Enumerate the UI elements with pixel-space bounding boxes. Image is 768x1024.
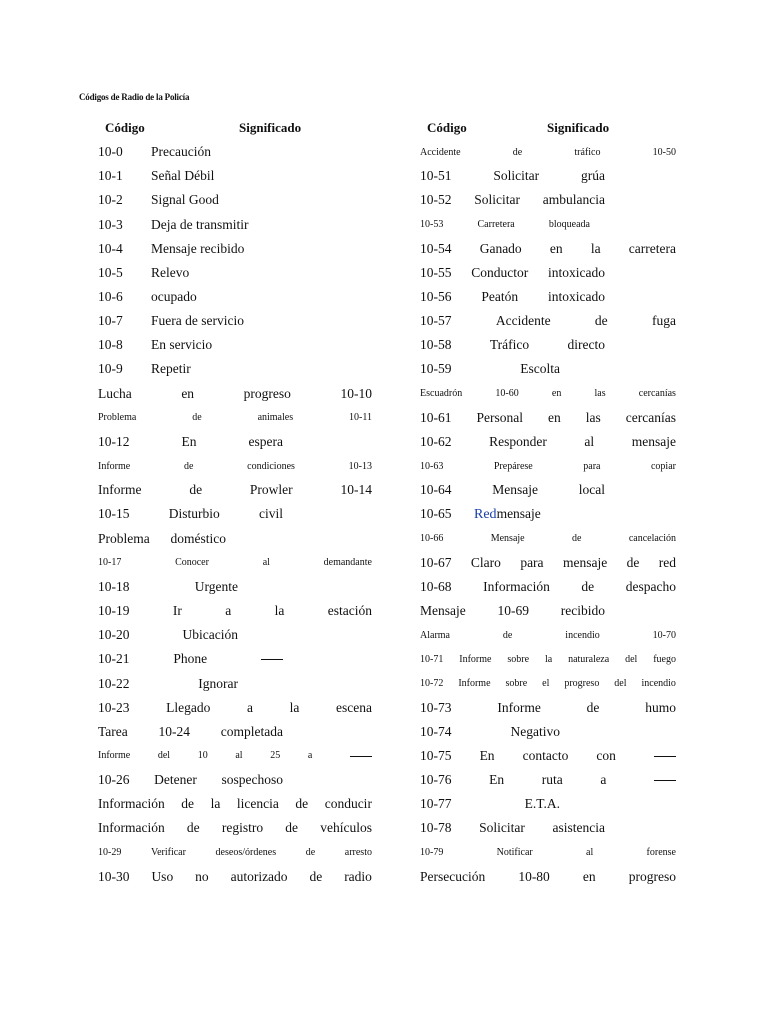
row-word: de: [305, 847, 316, 859]
row-word: 10-67: [420, 554, 452, 570]
row-word: Solicitar: [474, 192, 520, 208]
justified-code-row: [98, 671, 238, 695]
row-word: 10-52: [420, 192, 452, 208]
row-word: Informe: [459, 653, 492, 665]
row-word: 10-78: [420, 820, 452, 836]
row-word: 25: [270, 750, 281, 762]
row-word: 10-57: [420, 313, 452, 329]
justified-code-row: [98, 599, 372, 623]
row-word: de: [181, 796, 195, 812]
row-word: Responder: [489, 433, 547, 449]
row-word: 10-15: [98, 506, 130, 522]
row-word: a: [307, 750, 313, 762]
row-word: escena: [335, 699, 372, 715]
row-word: la: [544, 653, 553, 665]
code-row: [98, 357, 372, 381]
row-word: 10-21: [98, 651, 130, 667]
header-code-left: Código: [105, 120, 145, 135]
row-word: demandante: [323, 557, 372, 569]
row-word: animales: [257, 412, 294, 424]
row-word: Mensaje: [490, 533, 525, 545]
row-word: de: [581, 578, 595, 594]
row-word: ruta: [541, 772, 563, 788]
row-word: Prepárese: [493, 460, 533, 472]
row-word: del: [614, 678, 627, 690]
row-word: Solicitar: [479, 820, 525, 836]
row-word: con: [596, 747, 616, 763]
row-word: registro: [221, 820, 264, 836]
header-meaning-left: Significado: [239, 120, 302, 135]
row-word: 10-50: [652, 146, 676, 158]
row-word: Ir: [172, 603, 182, 619]
row-word: de: [192, 412, 202, 424]
row-word: 10-68: [420, 578, 452, 594]
justified-code-row: [420, 430, 676, 454]
code-meaning: Señal Débil: [151, 168, 215, 184]
row-word: para: [520, 554, 544, 570]
row-word: progreso: [243, 385, 291, 401]
row-word: al: [262, 557, 270, 569]
row-word: 10-20: [98, 627, 130, 643]
row-word: sobre: [507, 653, 530, 665]
row-word: 10-13: [348, 460, 372, 472]
code-meaning: Precaución: [151, 144, 211, 160]
row-word: 10-74: [420, 723, 452, 739]
code-meaning: Signal Good: [151, 192, 219, 208]
justified-code-row: [98, 551, 372, 575]
justified-code-row: [420, 792, 560, 816]
code-meaning: Fuera de servicio: [151, 313, 244, 329]
row-word: del: [157, 750, 171, 762]
row-word: bloqueada: [548, 219, 590, 231]
justified-code-row: [420, 333, 605, 357]
row-word: la: [210, 796, 221, 812]
code-row: [98, 164, 372, 188]
radio-code: 10-9: [98, 361, 123, 377]
justified-code-row: [98, 527, 226, 551]
row-word: las: [594, 388, 606, 400]
justified-code-row: [420, 261, 605, 285]
row-word: sospechoso: [221, 772, 283, 788]
row-word: forense: [646, 847, 676, 859]
radio-code: 10-0: [98, 144, 123, 160]
row-word: 10-66: [420, 533, 444, 545]
row-word: 10-10: [340, 385, 372, 401]
justified-code-row: [98, 744, 372, 768]
row-word: Carretera: [477, 219, 515, 231]
row-word: 10-29: [98, 847, 122, 859]
row-word: Problema: [98, 530, 150, 546]
row-word: 10-79: [420, 847, 444, 859]
row-word: en: [582, 868, 596, 884]
justified-code-row: [420, 164, 605, 188]
row-word: Accidente: [495, 313, 551, 329]
justified-code-row: [420, 696, 676, 720]
justified-code-row: [420, 768, 676, 792]
row-word: 10-30: [98, 868, 130, 884]
justified-code-row: [420, 478, 605, 502]
code-meaning: [474, 506, 541, 523]
justified-code-row: [420, 237, 676, 261]
row-word: Peatón: [481, 289, 519, 305]
radio-code: 10-4: [98, 240, 123, 256]
row-word: Información: [98, 796, 165, 812]
blank-line: [350, 755, 372, 757]
row-word: en: [548, 409, 561, 425]
row-word: Uso: [151, 868, 174, 884]
justified-code-row: [420, 357, 560, 381]
row-word: Notificar: [496, 847, 533, 859]
justified-code-row: [98, 430, 283, 454]
row-word: Urgente: [194, 578, 238, 594]
row-word: de: [512, 146, 523, 158]
row-word: 10-24: [158, 723, 191, 739]
row-word: Mensaje: [492, 482, 538, 498]
row-word: Mensaje: [420, 603, 466, 619]
header-code-right: Código: [427, 120, 467, 135]
row-word: de: [295, 796, 309, 812]
row-word: del: [625, 653, 638, 665]
row-word: mensaje: [562, 554, 608, 570]
justified-code-row: [98, 768, 283, 792]
row-word: para: [583, 460, 601, 472]
row-word: 10-23: [98, 699, 130, 715]
row-word: no: [195, 868, 209, 884]
row-word: 10-53: [420, 219, 444, 231]
row-word: 10-61: [420, 409, 452, 425]
row-word: fuga: [652, 313, 676, 329]
justified-code-row: [420, 309, 676, 333]
justified-code-row: [420, 623, 676, 647]
justified-code-row: [98, 841, 372, 865]
row-word: al: [584, 433, 595, 449]
justified-code-row: [420, 671, 676, 695]
blank-line: [261, 658, 283, 660]
row-word: En: [479, 747, 495, 763]
row-word: las: [585, 409, 601, 425]
code-row: [98, 285, 372, 309]
row-word: Detener: [154, 772, 197, 788]
justified-code-row: [98, 454, 372, 478]
justified-code-row: [98, 865, 372, 889]
row-word: Ignorar: [198, 675, 238, 691]
row-word: 10-63: [420, 460, 444, 472]
row-word: Escuadrón: [420, 388, 463, 400]
code-meaning: Deja de transmitir: [151, 216, 249, 232]
row-word: de: [285, 820, 299, 836]
row-word: 10-11: [349, 412, 372, 424]
justified-code-row: [420, 599, 605, 623]
row-word: Tráfico: [489, 337, 530, 353]
row-word: 10-64: [420, 482, 452, 498]
row-word: cercanías: [625, 409, 676, 425]
justified-code-row: [420, 841, 676, 865]
row-word: 10-22: [98, 675, 130, 691]
row-word: de: [571, 533, 582, 545]
code-row: [98, 188, 372, 212]
row-word: 10-70: [652, 629, 676, 641]
row-word: grúa: [581, 168, 605, 184]
justified-code-row: [420, 865, 676, 889]
row-word: ambulancia: [542, 192, 605, 208]
row-word: Información: [483, 578, 550, 594]
row-word: Informe: [98, 750, 131, 762]
row-word: conducir: [324, 796, 372, 812]
row-word: Ganado: [479, 240, 522, 256]
code-row: [420, 502, 676, 526]
row-word: doméstico: [170, 530, 226, 546]
row-word: cercanías: [638, 388, 676, 400]
row-word: Informe: [98, 460, 131, 472]
row-word: 10-60: [495, 388, 519, 400]
row-word: en: [549, 240, 563, 256]
row-word: humo: [645, 699, 676, 715]
row-word: 10-26: [98, 772, 130, 788]
justified-code-row: [98, 623, 238, 647]
blank-line: [654, 755, 676, 757]
justified-code-row: [98, 792, 372, 816]
codes-column-right: [420, 140, 676, 889]
row-word: 10-62: [420, 433, 452, 449]
radio-code: 10-8: [98, 337, 123, 353]
row-word: 10-69: [497, 603, 529, 619]
code-meaning: En servicio: [151, 337, 213, 353]
justified-code-row: [420, 454, 676, 478]
row-word: 10-80: [518, 868, 550, 884]
row-word: Prowler: [249, 482, 293, 498]
row-word: Solicitar: [493, 168, 540, 184]
row-word: intoxicado: [548, 289, 605, 305]
code-row: [98, 140, 372, 164]
row-word: naturaleza: [568, 653, 610, 665]
row-word: vehículos: [320, 820, 372, 836]
justified-code-row: [420, 744, 676, 768]
row-word: 10: [197, 750, 208, 762]
justified-code-row: [98, 478, 372, 502]
row-word: 10-76: [420, 772, 452, 788]
row-word: mensaje: [631, 433, 676, 449]
row-word: asistencia: [552, 820, 605, 836]
row-word: recibido: [560, 603, 605, 619]
row-word: Claro: [470, 554, 501, 570]
row-word: Accidente: [420, 146, 461, 158]
row-word: de: [626, 554, 640, 570]
row-word: a: [225, 603, 232, 619]
row-word: estación: [327, 603, 372, 619]
row-word: deseos/órdenes: [215, 847, 277, 859]
row-word: condiciones: [247, 460, 295, 472]
row-word: Información: [98, 820, 165, 836]
row-word: la: [590, 240, 601, 256]
code-meaning: Relevo: [151, 264, 190, 280]
row-word: Informe: [497, 699, 541, 715]
row-word: 10-18: [98, 578, 130, 594]
justified-code-row: [98, 647, 283, 671]
radio-code: 10-5: [98, 264, 123, 280]
row-word: Informe: [458, 678, 491, 690]
row-word: progreso: [564, 678, 600, 690]
justified-code-row: [98, 720, 283, 744]
row-word: civil: [258, 506, 283, 522]
justified-code-row: [420, 527, 676, 551]
row-word: de: [186, 820, 200, 836]
row-word: contacto: [522, 747, 569, 763]
row-word: Phone: [173, 651, 208, 667]
header-meaning-right: Significado: [547, 120, 610, 135]
row-word: 10-55: [420, 264, 452, 280]
justified-code-row: [420, 140, 676, 164]
row-word: 10-54: [420, 240, 452, 256]
row-word: 10-75: [420, 747, 452, 763]
justified-code-row: [420, 575, 676, 599]
row-word: arresto: [344, 847, 372, 859]
document-title: Códigos de Radio de la Policía: [79, 92, 190, 102]
blank-line: [654, 779, 676, 781]
row-word: de: [586, 699, 600, 715]
justified-code-row: [420, 647, 676, 671]
row-word: licencia: [236, 796, 279, 812]
row-word: de: [594, 313, 608, 329]
row-word: Verificar: [150, 847, 186, 859]
code-meaning: ocupado: [151, 289, 197, 305]
row-word: Disturbio: [168, 506, 220, 522]
justified-code-row: [420, 720, 560, 744]
row-word: espera: [248, 433, 283, 449]
row-word: 10-12: [98, 433, 130, 449]
justified-code-row: [98, 382, 372, 406]
code-row: [98, 212, 372, 236]
row-word: Informe: [98, 482, 142, 498]
row-word: despacho: [625, 578, 676, 594]
row-word: 10-19: [98, 603, 130, 619]
radio-code: 10-7: [98, 313, 123, 329]
justified-code-row: [420, 285, 605, 309]
row-word: En: [489, 772, 505, 788]
code-meaning: Repetir: [151, 361, 191, 377]
row-word: copiar: [650, 460, 676, 472]
row-word: Tarea: [98, 723, 128, 739]
row-word: intoxicado: [548, 264, 605, 280]
row-word: a: [246, 699, 253, 715]
code-meaning: Mensaje recibido: [151, 240, 245, 256]
row-word: Conductor: [471, 264, 529, 280]
row-word: Personal: [476, 409, 523, 425]
row-word: Conocer: [175, 557, 209, 569]
row-word: a: [600, 772, 607, 788]
radio-code: 10-2: [98, 192, 123, 208]
codes-column-left: [98, 140, 372, 889]
justified-code-row: [420, 188, 605, 212]
justified-code-row: [98, 502, 283, 526]
justified-code-row: [420, 382, 676, 406]
row-word: 10-51: [420, 168, 452, 184]
row-word: 10-14: [340, 482, 372, 498]
row-word: de: [183, 460, 194, 472]
code-row: [98, 261, 372, 285]
row-word: 10-73: [420, 699, 452, 715]
row-word: tráfico: [574, 146, 601, 158]
justified-code-row: [420, 212, 590, 236]
radio-code: 10-1: [98, 168, 123, 184]
justified-code-row: [98, 816, 372, 840]
red-link[interactable]: Red: [474, 506, 497, 522]
row-word: radio: [344, 868, 372, 884]
row-word: al: [235, 750, 243, 762]
row-word: 10-72: [420, 678, 444, 690]
justified-code-row: [420, 406, 676, 430]
row-word: Alarma: [420, 629, 450, 641]
row-word: red: [658, 554, 676, 570]
row-word: sobre: [505, 678, 528, 690]
row-word: 10-59: [420, 361, 452, 377]
row-word: 10-77: [420, 796, 452, 812]
radio-code: 10-65: [420, 506, 452, 522]
justified-code-row: [98, 696, 372, 720]
row-word: E.T.A.: [524, 796, 560, 812]
row-word: incendio: [641, 678, 676, 690]
row-word: 10-71: [420, 653, 444, 665]
row-word: 10-56: [420, 289, 452, 305]
row-word: de: [189, 482, 203, 498]
row-word: Lucha: [98, 385, 132, 401]
code-row: [98, 309, 372, 333]
justified-code-row: [420, 551, 676, 575]
justified-code-row: [420, 816, 605, 840]
row-word: local: [578, 482, 605, 498]
row-word: autorizado: [230, 868, 288, 884]
code-row: [98, 333, 372, 357]
row-word: 10-17: [98, 557, 122, 569]
row-word: Persecución: [420, 868, 486, 884]
meaning-suffix: mensaje: [496, 505, 541, 521]
row-word: Escolta: [520, 361, 560, 377]
row-word: el: [542, 678, 550, 690]
row-word: incendio: [565, 629, 600, 641]
row-word: Llegado: [166, 699, 211, 715]
justified-code-row: [98, 406, 372, 430]
row-word: en: [551, 388, 562, 400]
row-word: progreso: [628, 868, 676, 884]
row-word: fuego: [653, 653, 676, 665]
row-word: completada: [220, 723, 283, 739]
row-word: En: [181, 433, 197, 449]
row-word: la: [289, 699, 300, 715]
row-word: Ubicación: [182, 627, 238, 643]
row-word: la: [274, 603, 285, 619]
row-word: de: [502, 629, 513, 641]
row-word: directo: [567, 337, 605, 353]
row-word: 10-58: [420, 337, 452, 353]
row-word: en: [181, 385, 195, 401]
row-word: al: [586, 847, 594, 859]
code-row: [98, 237, 372, 261]
row-word: de: [309, 868, 323, 884]
row-word: cancelación: [628, 533, 676, 545]
radio-code: 10-3: [98, 216, 123, 232]
row-word: carretera: [628, 240, 676, 256]
row-word: Negativo: [510, 723, 560, 739]
justified-code-row: [98, 575, 238, 599]
radio-code: 10-6: [98, 289, 123, 305]
row-word: Problema: [98, 412, 137, 424]
